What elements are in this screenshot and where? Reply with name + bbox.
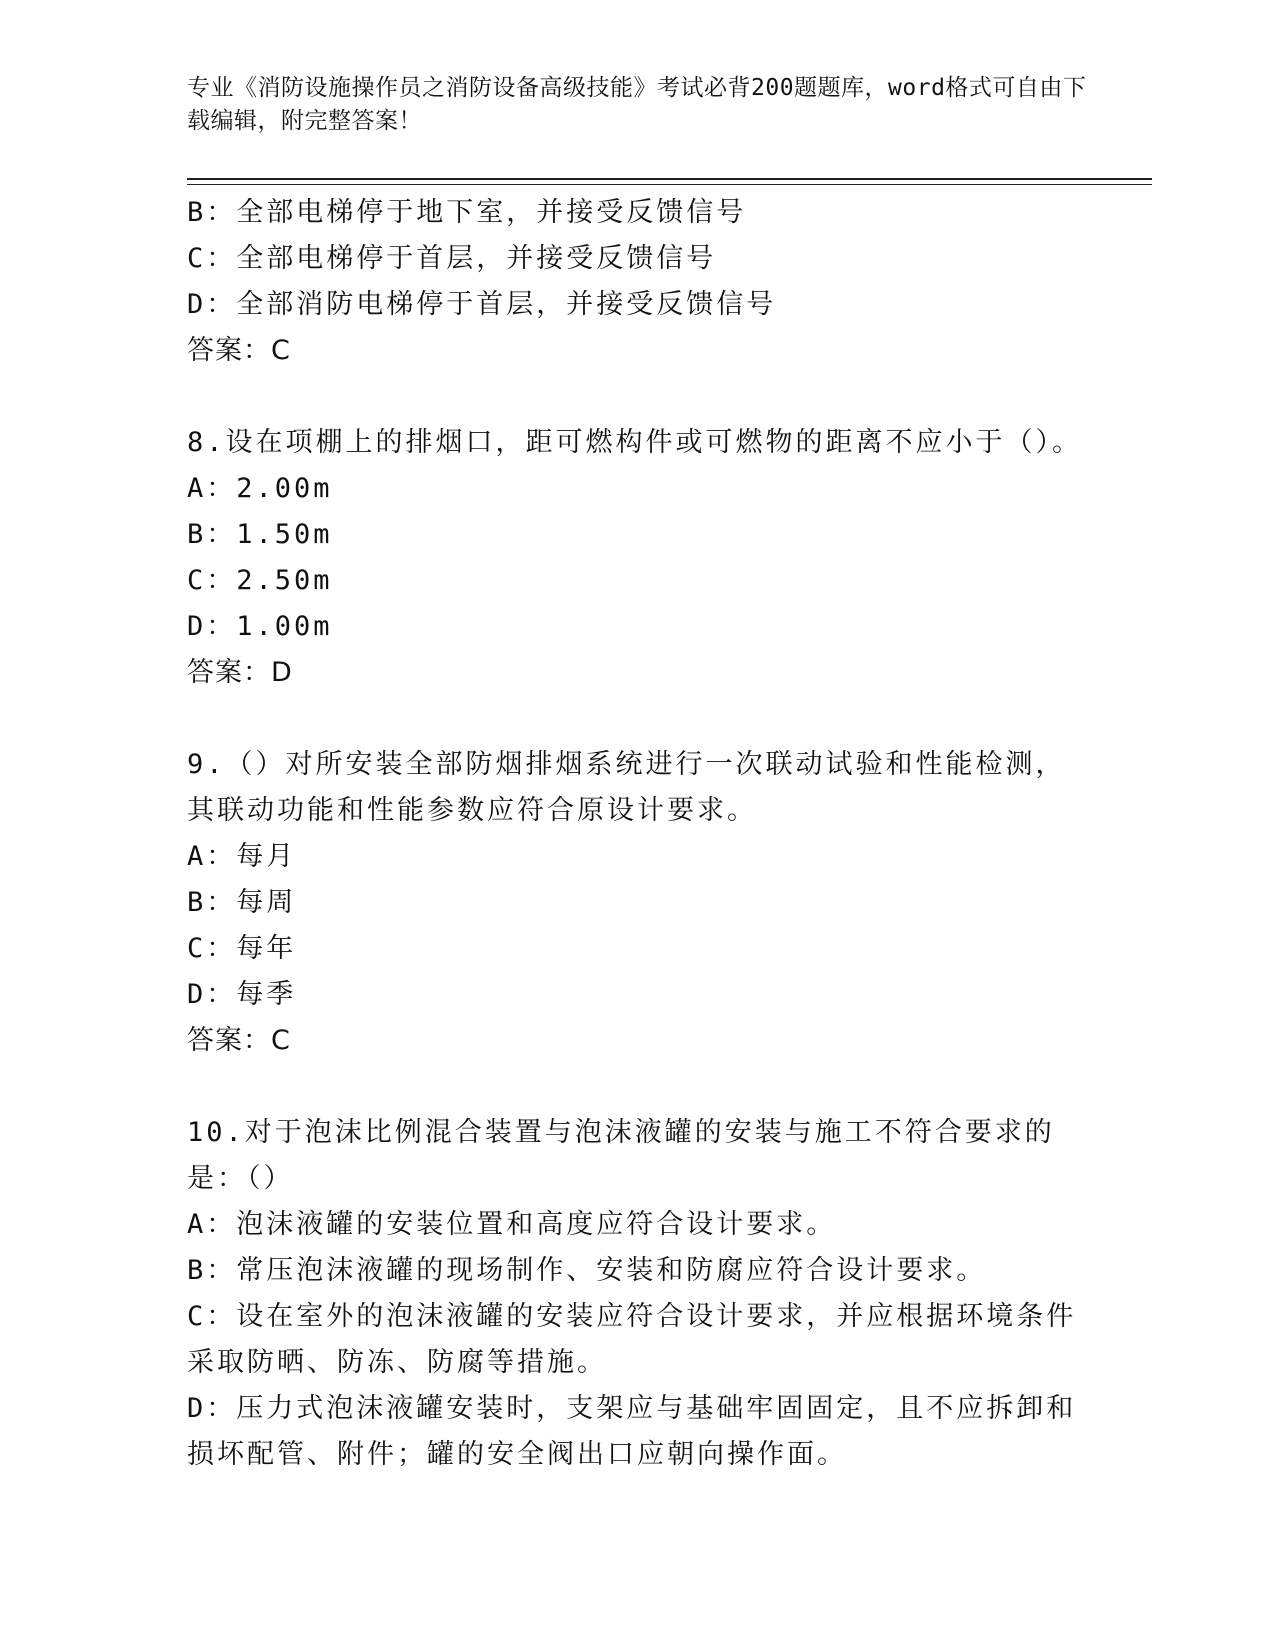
option-b: B：常压泡沫液罐的现场制作、安装和防腐应符合设计要求。 [187,1255,987,1286]
option-a: A：泡沫液罐的安装位置和高度应符合设计要求。 [187,1209,837,1240]
answer-line: 答案：C [187,335,291,366]
option-c: C：每年 [187,933,297,964]
header-rule-thin [187,184,1152,185]
option-b: B：全部电梯停于地下室，并接受反馈信号 [187,197,747,228]
header-rule-thick [187,178,1152,180]
question-9 [187,742,1087,1064]
question-8 [187,420,1087,696]
answer-line: 答案：C [187,1025,291,1056]
option-c: C：全部电梯停于首层，并接受反馈信号 [187,243,717,274]
option-c: C：设在室外的泡沫液罐的安装应符合设计要求，并应根据环境条件采取防晒、防冻、防腐等措施。 [187,1301,1077,1378]
option-a: A：每月 [187,841,297,872]
option-a: A：2.00m [187,473,333,504]
option-d: D：压力式泡沫液罐安装时，支架应与基础牢固固定，且不应拆卸和损坏配管、附件；罐的安全阀出口应朝向操作面。 [187,1393,1077,1470]
option-d: D：1.00m [187,611,333,642]
option-c: C：2.50m [187,565,333,596]
question-content [187,190,1087,1478]
page-header: 专业《消防设施操作员之消防设备高级技能》考试必背200题题库，word格式可自由下载编辑，附完整答案！ [187,75,1087,134]
question-text: 8.设在项棚上的排烟口，距可燃构件或可燃物的距离不应小于（）。 [187,427,1083,458]
option-b: B：每周 [187,887,297,918]
question-text: 10.对于泡沫比例混合装置与泡沫液罐的安装与施工不符合要求的是：（） [187,1117,1055,1194]
question-7-tail [187,190,1087,374]
option-b: B：1.50m [187,519,333,550]
option-d: D：每季 [187,979,297,1010]
answer-line: 答案：D [187,657,293,688]
question-10 [187,1110,1087,1478]
question-text: 9.（）对所安装全部防烟排烟系统进行一次联动试验和性能检测，其联动功能和性能参数应符合原设计要求。 [187,749,1066,826]
option-d: D：全部消防电梯停于首层，并接受反馈信号 [187,289,777,320]
